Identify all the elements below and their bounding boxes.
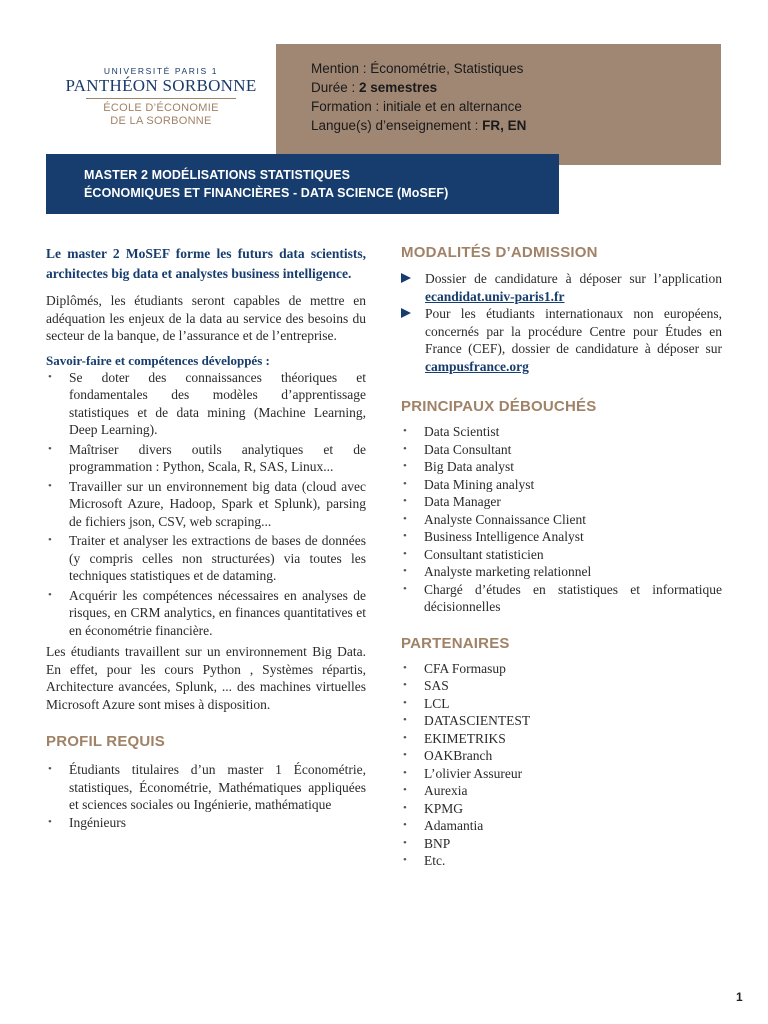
list-item: • Analyste Connaissance Client	[401, 511, 722, 529]
description-paragraph: Diplômés, les étudiants seront capables de mettre en adéquation les enjeux de la data au service des besoins du secteur de la banque, de l’assurance et de l’entreprise.	[46, 293, 366, 343]
list-item: • Étudiants titulaires d’un master 1 Économétrie, statistiques, Économétrie, Mathématiques appliquées et sciences sociales ou Ingénierie, mathématique	[46, 761, 366, 814]
list-item: • Acquérir les compétences nécessaires en analyses de risques, en CRM analytics, en finances quantitatives et en économétrie financière.	[46, 587, 366, 640]
arrow-right-icon	[401, 273, 411, 283]
logo-divider	[86, 98, 236, 99]
list-item: • BNP	[401, 835, 722, 853]
info-duree: Durée : 2 semestres	[311, 80, 438, 95]
program-info-box	[276, 44, 721, 165]
skills-list	[46, 369, 366, 640]
list-item: • Ingénieurs	[46, 814, 366, 832]
skills-title: Savoir-faire et compétences développés :	[46, 352, 270, 368]
campusfrance-link[interactable]: campusfrance.org	[425, 358, 529, 374]
list-item: • Consultant statisticien	[401, 546, 722, 564]
left-column	[46, 244, 366, 831]
banner-line-1: MASTER 2 MODÉLISATIONS STATISTIQUES	[84, 168, 351, 182]
right-column	[401, 244, 722, 870]
banner-line-2: ÉCONOMIQUES ET FINANCIÈRES - DATA SCIENCE (MoSEF)	[84, 186, 449, 200]
university-logo	[46, 66, 276, 128]
page-number: 1	[736, 990, 743, 1004]
list-item: • OAKBranch	[401, 747, 722, 765]
list-item: • Aurexia	[401, 782, 722, 800]
list-item: • Analyste marketing relationnel	[401, 563, 722, 581]
list-item: • LCL	[401, 695, 722, 713]
intro-text: Le master 2 MoSEF forme les futurs data scientists, architectes big data et analystes business intelligence.	[46, 246, 366, 281]
admission-item: Dossier de candidature à déposer sur l’application ecandidat.univ-paris1.fr	[401, 270, 722, 305]
logo-line-4: DE LA SORBONNE	[110, 115, 212, 127]
list-item: • Data Manager	[401, 493, 722, 511]
info-langue: Langue(s) d’enseignement : FR, EN	[311, 118, 527, 133]
list-item: • L’olivier Assureur	[401, 765, 722, 783]
list-item: • Se doter des connaissances théoriques et fondamentales des modèles d’apprentissage statistiques et de data mining (Machine Learning, Deep Learning).	[46, 369, 366, 439]
ecandidat-link[interactable]: ecandidat.univ-paris1.fr	[425, 288, 565, 304]
list-item: • Chargé d’études en statistiques et informatique décisionnelles	[401, 581, 722, 616]
list-item: • Data Scientist	[401, 423, 722, 441]
partenaires-title: PARTENAIRES	[401, 634, 510, 652]
logo-line-2: PANTHÉON SORBONNE	[65, 76, 257, 95]
list-item: • Data Consultant	[401, 441, 722, 459]
debouches-list	[401, 423, 722, 616]
profil-list	[46, 761, 366, 831]
list-item: • Maîtriser divers outils analytiques et de programmation : Python, Scala, R, SAS, Linux...	[46, 441, 366, 476]
info-formation: Formation : initiale et en alternance	[311, 99, 522, 114]
admission-title: MODALITÉS D’ADMISSION	[401, 244, 598, 261]
profil-title: PROFIL REQUIS	[46, 733, 166, 750]
list-item: • Etc.	[401, 852, 722, 870]
info-mention: Mention : Économétrie, Statistiques	[311, 61, 524, 76]
admission-item: Pour les étudiants internationaux non européens, concernés par la procédure Centre pour Études en France (CEF), dossier de candidature à déposer sur campusfrance.org	[401, 305, 722, 375]
list-item: • KPMG	[401, 800, 722, 818]
program-title-banner	[46, 154, 559, 214]
list-item: • DATASCIENTEST	[401, 712, 722, 730]
partenaires-list	[401, 660, 722, 870]
list-item: • Traiter et analyser les extractions de bases de données (y compris celles non structurées) via toutes les techniques statistiques et de dataming.	[46, 532, 366, 585]
list-item: • Data Mining analyst	[401, 476, 722, 494]
logo-line-3: ÉCOLE D’ÉCONOMIE	[103, 102, 219, 114]
list-item: • Business Intelligence Analyst	[401, 528, 722, 546]
arrow-right-icon	[401, 308, 411, 318]
list-item: • Adamantia	[401, 817, 722, 835]
list-item: • SAS	[401, 677, 722, 695]
logo-line-1: UNIVERSITÉ PARIS 1	[103, 66, 219, 76]
list-item: • CFA Formasup	[401, 660, 722, 678]
list-item: • EKIMETRIKS	[401, 730, 722, 748]
list-item: • Travailler sur un environnement big data (cloud avec Microsoft Azure, Hadoop, Spark et Splunk), parsing de fichiers json, CSV, web scraping...	[46, 478, 366, 531]
debouches-title: PRINCIPAUX DÉBOUCHÉS	[401, 398, 597, 415]
admission-list	[401, 270, 722, 375]
environment-paragraph: Les étudiants travaillent sur un environnement Big Data. En effet, pour les cours Python , Systèmes répartis, Architecture avancées, Splunk, ... des machines virtuelles Microsoft Azure sont mises à disposition.	[46, 644, 366, 712]
list-item: • Big Data analyst	[401, 458, 722, 476]
